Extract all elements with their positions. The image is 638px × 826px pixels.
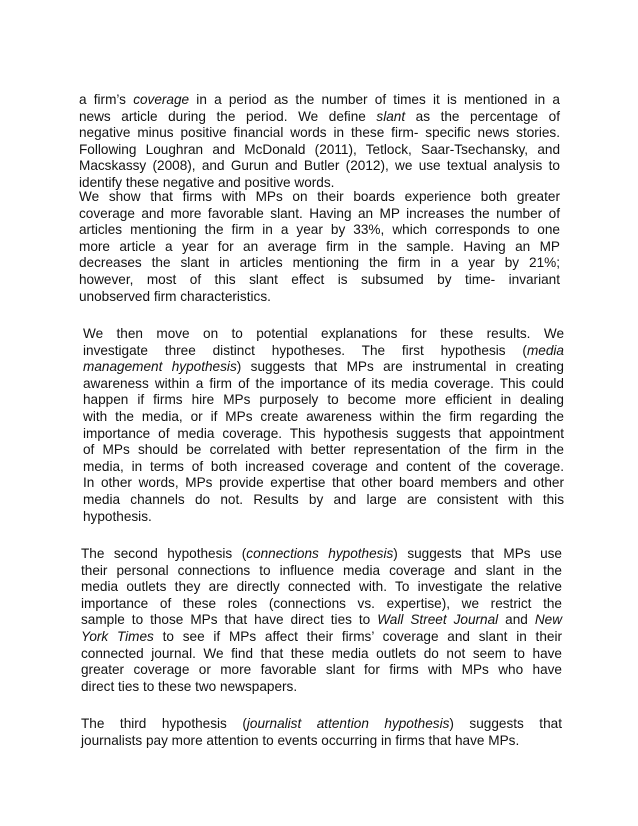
text-segment: importance of these roles (connections vs. expertise), we restrict the (81, 595, 562, 611)
text-segment: media, in terms of both increased coverage and content of the coverage. (83, 458, 564, 474)
text-segment: articles mentioning the firm in a year by 33%, which corresponds to one (79, 222, 560, 238)
text-segment: news article during the period. We define (79, 108, 377, 124)
text-line (81, 546, 562, 563)
text-segment: ) suggests that MPs are instrumental in creating (236, 359, 564, 375)
text-line (79, 109, 560, 126)
text-line (79, 239, 560, 256)
italic-term: media (526, 342, 564, 358)
text-segment: Macskassy (2008), and Gurun and Butler (2012), we use textual analysis to (79, 158, 560, 174)
text-segment: Following Loughran and McDonald (2011), Tetlock, Saar-Tsechansky, and (79, 141, 560, 157)
text-segment: ) suggests that MPs use (393, 546, 562, 561)
paragraph-media-management-hypothesis (83, 326, 564, 525)
text-line (81, 733, 562, 750)
text-segment: happen if firms hire MPs purposely to become more efficient in dealing (83, 392, 564, 408)
text-line (79, 255, 560, 272)
text-segment: We then move on to potential explanations for these results. We (83, 326, 564, 341)
text-segment: We show that firms with MPs on their boards experience both greater (79, 189, 560, 204)
text-segment: their personal connections to influence media coverage and slant in the (81, 562, 562, 578)
text-segment: importance of media coverage. This hypothesis suggests that appointment (83, 425, 564, 441)
text-line (83, 376, 564, 393)
italic-term: York Times (81, 628, 154, 644)
italic-term: Wall Street Journal (377, 612, 499, 628)
text-segment: ) suggests that (449, 716, 562, 731)
text-segment: and (498, 612, 535, 628)
text-segment: media outlets they are directly connected with. To investigate the relative (81, 579, 562, 595)
text-segment: connected journal. We find that these media outlets do not seem to have (81, 645, 562, 661)
text-line (83, 326, 564, 343)
text-segment: investigate three distinct hypotheses. The first hypothesis ( (83, 342, 527, 358)
italic-term: journalist attention hypothesis (246, 716, 450, 731)
text-line (83, 392, 564, 409)
paragraph-coverage-definition (79, 92, 560, 192)
text-segment: The second hypothesis ( (81, 546, 247, 561)
italic-term: coverage (133, 92, 190, 107)
text-line (81, 716, 562, 733)
text-line (83, 343, 564, 360)
text-line (83, 426, 564, 443)
paragraph-main-results (79, 189, 560, 305)
text-segment: with the media, or if MPs create awareness within the firm regarding the (83, 408, 564, 424)
text-line (81, 646, 562, 663)
text-line (79, 206, 560, 223)
text-line (81, 612, 562, 629)
text-segment: journalists pay more attention to events occurring in firms that have MPs. (81, 732, 520, 748)
text-line (79, 222, 560, 239)
text-segment: greater coverage or more favorable slant for firms with MPs who have (81, 662, 562, 678)
text-segment: negative minus positive financial words in these firm- specific news stories. (79, 125, 560, 141)
text-segment: of MPs should be correlated with better representation of the firm in the (83, 442, 564, 458)
text-segment: a firm’s (79, 92, 134, 107)
text-line (81, 679, 562, 696)
text-segment: identify these negative and positive words. (79, 174, 335, 190)
text-line (83, 509, 564, 526)
paragraph-connections-hypothesis (81, 546, 562, 695)
text-segment: more article a year for an average firm in the sample. Having an MP (79, 238, 560, 254)
text-line (83, 492, 564, 509)
text-segment: hypothesis. (83, 508, 152, 524)
italic-term: New (534, 612, 563, 628)
text-segment: to see if MPs affect their firms’ coverage and slant in their (153, 628, 562, 644)
text-segment: direct ties to these two newspapers. (81, 678, 298, 694)
italic-term: management hypothesis (83, 359, 237, 375)
text-segment: sample to those MPs that have direct ties to (81, 612, 378, 628)
text-line (79, 158, 560, 175)
text-line (83, 475, 564, 492)
text-line (83, 459, 564, 476)
text-line (81, 629, 562, 646)
text-segment: media channels do not. Results by and large are consistent with this (83, 491, 564, 507)
text-line (83, 359, 564, 376)
text-line (83, 409, 564, 426)
text-segment: awareness within a firm of the importance of its media coverage. This could (83, 375, 564, 391)
text-line (81, 662, 562, 679)
text-line (81, 563, 562, 580)
text-segment: in a period as the number of times it is mentioned in a (189, 92, 560, 107)
text-line (79, 92, 560, 109)
text-line (79, 289, 560, 306)
text-line (81, 596, 562, 613)
text-segment: however, most of this slant effect is subsumed by time- invariant (79, 271, 560, 287)
text-line (81, 579, 562, 596)
text-segment: decreases the slant in articles mentioning the firm in a year by 21%; (79, 255, 560, 271)
text-segment: The third hypothesis ( (81, 716, 247, 731)
text-segment: coverage and more favorable slant. Having an MP increases the number of (79, 205, 560, 221)
text-line (83, 442, 564, 459)
text-line (79, 142, 560, 159)
italic-term: slant (376, 108, 406, 124)
text-line (79, 272, 560, 289)
text-line (79, 189, 560, 206)
text-segment: unobserved firm characteristics. (79, 288, 271, 304)
text-segment: as the percentage of (405, 108, 560, 124)
text-line (79, 125, 560, 142)
italic-term: connections hypothesis (246, 546, 394, 561)
paragraph-journalist-attention-hypothesis (81, 716, 562, 749)
text-segment: In other words, MPs provide expertise that other board members and other (83, 475, 564, 491)
